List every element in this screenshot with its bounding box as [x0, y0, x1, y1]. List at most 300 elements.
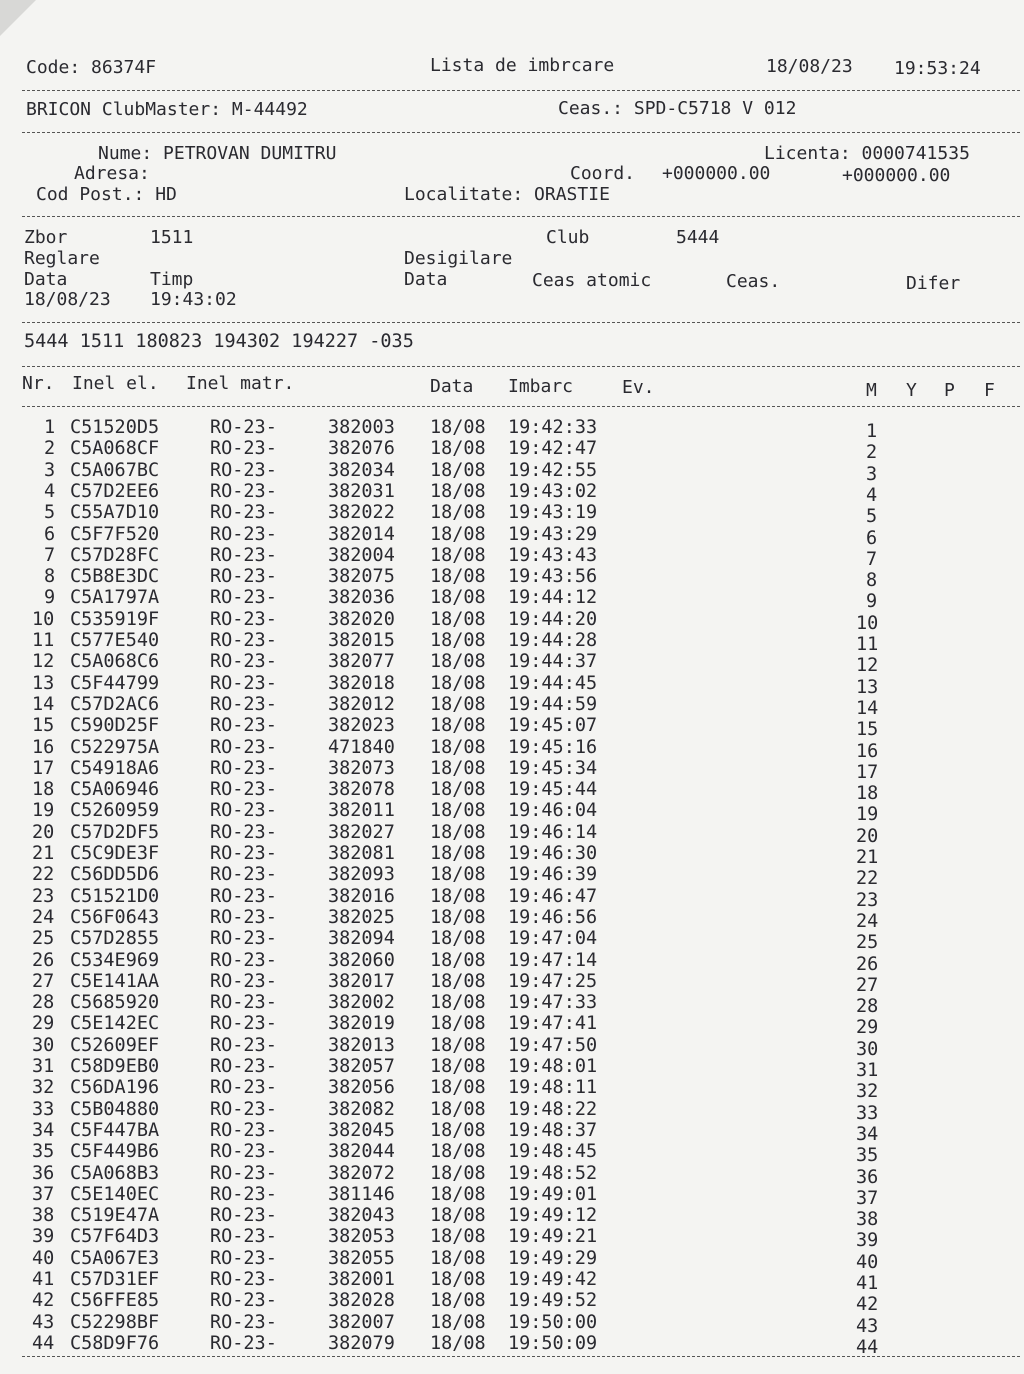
electronic-ring: C5A068CF	[70, 438, 160, 460]
basketing-date: 18/08	[430, 970, 486, 992]
ring-prefix: RO-23-	[210, 1269, 277, 1290]
basketing-date: 18/08	[430, 736, 486, 758]
row-number: 26	[32, 949, 55, 971]
row-number: 42	[32, 1290, 55, 1312]
row-number: 3	[44, 459, 56, 481]
ring-prefix: RO-23-	[210, 1034, 277, 1056]
row-number: 37	[32, 1183, 55, 1205]
col-header-p: P	[944, 380, 955, 401]
basketing-date: 18/08	[430, 502, 486, 524]
row-m-value: 14	[856, 697, 879, 719]
divider	[22, 132, 1020, 133]
ring-number: 382094	[328, 928, 395, 950]
basketing-date: 18/08	[430, 1269, 486, 1290]
basketing-time: 19:42:55	[508, 459, 598, 481]
ring-number: 382017	[328, 970, 395, 992]
row-m-value: 39	[856, 1230, 879, 1252]
basketing-date: 18/08	[430, 544, 486, 566]
coord-label: Coord.	[570, 163, 636, 184]
basketing-date: 18/08	[430, 864, 486, 886]
header-date: 18/08/23	[766, 56, 853, 77]
electronic-ring: C5A1797A	[70, 587, 160, 609]
ring-prefix: RO-23-	[210, 885, 277, 907]
ring-number: 382025	[328, 906, 395, 928]
ring-number: 382022	[328, 502, 395, 524]
ring-number: 382013	[328, 1034, 395, 1056]
electronic-ring: C57D28FC	[70, 544, 160, 566]
basketing-date: 18/08	[430, 672, 486, 694]
electronic-ring: C54918A6	[70, 757, 160, 779]
electronic-ring: C56DA196	[70, 1077, 160, 1099]
ring-prefix: RO-23-	[210, 736, 277, 758]
electronic-ring: C5C9DE3F	[70, 843, 160, 864]
electronic-ring: C5A067BC	[70, 459, 160, 481]
electronic-ring: C51520D5	[70, 417, 160, 438]
basketing-date: 18/08	[430, 885, 486, 907]
setting-date: 18/08/23	[24, 289, 111, 310]
ring-number: 382053	[328, 1226, 395, 1248]
basketing-time: 19:44:45	[508, 672, 598, 694]
ring-prefix: RO-23-	[210, 928, 277, 950]
setting-time: 19:43:02	[150, 289, 237, 310]
row-m-value: 10	[856, 612, 879, 634]
basketing-date: 18/08	[430, 949, 486, 971]
ring-prefix: RO-23-	[210, 1247, 277, 1269]
row-m-value: 4	[866, 484, 878, 506]
ring-prefix: RO-23-	[210, 1162, 277, 1184]
basketing-time: 19:47:33	[508, 992, 598, 1014]
col-header-ring-number: Inel matr.	[186, 373, 295, 394]
ring-number: 382079	[328, 1332, 395, 1354]
ring-prefix: RO-23-	[210, 544, 277, 566]
col-header-y: Y	[906, 380, 917, 401]
row-m-value: 38	[856, 1209, 879, 1231]
row-m-value: 27	[856, 974, 879, 996]
flight-value: 1511	[150, 227, 194, 248]
electronic-ring: C55A7D10	[70, 502, 160, 524]
time-label: Timp	[150, 269, 194, 290]
ring-prefix: RO-23-	[210, 1290, 277, 1312]
unseal-date-label: Data	[404, 269, 448, 290]
ring-number: 382012	[328, 693, 395, 715]
electronic-ring: C577E540	[70, 630, 160, 651]
ring-number: 382072	[328, 1162, 395, 1184]
ring-prefix: RO-23-	[210, 566, 277, 588]
ring-prefix: RO-23-	[210, 608, 277, 630]
ring-number: 382020	[328, 608, 395, 630]
ring-number: 382004	[328, 544, 395, 566]
row-m-value: 34	[856, 1123, 879, 1145]
club-value: 5444	[676, 227, 720, 248]
basketing-time: 19:46:39	[508, 864, 598, 886]
ring-prefix: RO-23-	[210, 693, 277, 715]
ring-number: 382034	[328, 459, 395, 481]
basketing-date: 18/08	[430, 1332, 486, 1354]
clock-text: Ceas.: SPD-C5718 V 012	[558, 98, 797, 119]
header-time: 19:53:24	[894, 58, 981, 79]
electronic-ring: C56F0643	[70, 906, 160, 928]
ring-number: 382036	[328, 587, 395, 609]
coord-y: +000000.00	[842, 165, 951, 186]
ring-prefix: RO-23-	[210, 459, 277, 481]
row-m-value: 3	[866, 463, 878, 485]
row-m-value: 15	[856, 719, 879, 741]
electronic-ring: C5F7F520	[70, 523, 160, 545]
basketing-time: 19:47:50	[508, 1034, 598, 1056]
basketing-time: 19:43:43	[508, 544, 598, 566]
divider	[22, 406, 1020, 407]
basketing-date: 18/08	[430, 630, 486, 651]
row-m-value: 44	[856, 1336, 879, 1358]
document-title: Lista de imbrcare	[430, 55, 615, 76]
ring-prefix: RO-23-	[210, 502, 277, 524]
row-m-value: 12	[856, 655, 879, 677]
basketing-time: 19:44:12	[508, 587, 598, 609]
ring-number: 382073	[328, 757, 395, 779]
row-number: 30	[32, 1034, 55, 1056]
ring-number: 382075	[328, 566, 395, 588]
col-header-f: F	[984, 380, 995, 401]
basketing-time: 19:48:52	[508, 1162, 598, 1184]
electronic-ring: C51521D0	[70, 885, 160, 907]
club-label: Club	[546, 227, 590, 248]
basketing-time: 19:50:09	[508, 1332, 598, 1354]
ring-prefix: RO-23-	[210, 1226, 277, 1248]
flight-label: Zbor	[24, 227, 68, 248]
clock-label: Ceas.	[726, 271, 781, 292]
row-number: 15	[32, 715, 55, 737]
row-m-value: 23	[856, 889, 879, 911]
row-m-value: 25	[856, 932, 879, 954]
row-number: 20	[32, 821, 55, 843]
row-m-value: 8	[866, 570, 878, 592]
basketing-time: 19:45:44	[508, 779, 598, 801]
electronic-ring: C534E969	[70, 949, 160, 971]
ring-prefix: RO-23-	[210, 949, 277, 971]
electronic-ring: C57D2AC6	[70, 693, 160, 715]
electronic-ring: C5260959	[70, 800, 160, 822]
basketing-time: 19:49:52	[508, 1290, 598, 1312]
ring-number: 382082	[328, 1098, 395, 1120]
basketing-time: 19:44:59	[508, 693, 598, 715]
ring-number: 382015	[328, 630, 395, 651]
basketing-time: 19:47:14	[508, 949, 598, 971]
row-m-value: 19	[856, 804, 879, 826]
electronic-ring: C5E141AA	[70, 970, 160, 992]
electronic-ring: C57F64D3	[70, 1226, 160, 1248]
electronic-ring: C5A068C6	[70, 651, 160, 673]
ring-prefix: RO-23-	[210, 757, 277, 779]
row-number: 32	[32, 1077, 55, 1099]
basketing-date: 18/08	[430, 843, 486, 864]
ring-prefix: RO-23-	[210, 1119, 277, 1141]
owner-name: Nume: PETROVAN DUMITRU	[98, 143, 337, 164]
ring-prefix: RO-23-	[210, 672, 277, 694]
row-number: 4	[44, 480, 56, 502]
electronic-ring: C5E142EC	[70, 1013, 160, 1035]
divider	[22, 366, 1020, 367]
row-number: 13	[32, 672, 55, 694]
ring-prefix: RO-23-	[210, 800, 277, 822]
address-label: Adresa:	[74, 163, 150, 184]
locality: Localitate: ORASTIE	[404, 184, 610, 205]
basketing-date: 18/08	[430, 906, 486, 928]
row-m-value: 30	[856, 1038, 879, 1060]
ring-prefix: RO-23-	[210, 587, 277, 609]
ring-prefix: RO-23-	[210, 970, 277, 992]
col-header-basketing: Imbarc	[508, 376, 574, 397]
ring-number: 382001	[328, 1269, 395, 1290]
basketing-time: 19:47:25	[508, 970, 598, 992]
row-number: 41	[32, 1269, 55, 1290]
electronic-ring: C5B04880	[70, 1098, 160, 1120]
row-number: 9	[44, 587, 56, 609]
basketing-date: 18/08	[430, 1098, 486, 1120]
row-m-value: 36	[856, 1166, 879, 1188]
basketing-date: 18/08	[430, 821, 486, 843]
row-number: 17	[32, 757, 55, 779]
basketing-date: 18/08	[430, 1205, 486, 1227]
row-m-value: 17	[856, 761, 879, 783]
electronic-ring: C57D2DF5	[70, 821, 160, 843]
ring-prefix: RO-23-	[210, 1183, 277, 1205]
basketing-date: 18/08	[430, 1247, 486, 1269]
basketing-date: 18/08	[430, 1056, 486, 1077]
basketing-date: 18/08	[430, 1226, 486, 1248]
row-m-value: 21	[856, 847, 879, 868]
row-number: 11	[32, 630, 55, 651]
ring-prefix: RO-23-	[210, 630, 277, 651]
basketing-time: 19:49:12	[508, 1205, 598, 1227]
ring-number: 382011	[328, 800, 395, 822]
row-m-value: 20	[856, 825, 879, 847]
row-number: 25	[32, 928, 55, 950]
row-m-value: 43	[856, 1315, 879, 1337]
row-m-value: 41	[856, 1273, 879, 1294]
basketing-time: 19:43:02	[508, 480, 598, 502]
setting-label: Reglare	[24, 248, 100, 269]
electronic-ring: C5F449B6	[70, 1141, 160, 1163]
electronic-ring: C58D9F76	[70, 1332, 160, 1354]
electronic-ring: C590D25F	[70, 715, 160, 737]
row-number: 8	[44, 566, 56, 588]
ring-prefix: RO-23-	[210, 1077, 277, 1099]
electronic-ring: C57D2EE6	[70, 480, 160, 502]
ring-prefix: RO-23-	[210, 480, 277, 502]
basketing-time: 19:49:21	[508, 1226, 598, 1248]
ring-prefix: RO-23-	[210, 523, 277, 545]
row-number: 12	[32, 651, 55, 673]
basketing-time: 19:42:47	[508, 438, 598, 460]
electronic-ring: C519E47A	[70, 1205, 160, 1227]
basketing-date: 18/08	[430, 651, 486, 673]
row-number: 34	[32, 1119, 55, 1141]
row-number: 2	[44, 438, 56, 460]
row-number: 5	[44, 502, 56, 524]
electronic-ring: C5F44799	[70, 672, 160, 694]
electronic-ring: C535919F	[70, 608, 160, 630]
ring-prefix: RO-23-	[210, 1311, 277, 1333]
basketing-date: 18/08	[430, 779, 486, 801]
ring-number: 382060	[328, 949, 395, 971]
basketing-time: 19:46:14	[508, 821, 598, 843]
row-m-value: 22	[856, 868, 879, 890]
row-m-value: 2	[866, 442, 878, 464]
ring-number: 471840	[328, 736, 395, 758]
divider	[22, 1356, 1020, 1357]
row-number: 35	[32, 1141, 55, 1163]
basketing-time: 19:48:01	[508, 1056, 598, 1077]
ring-prefix: RO-23-	[210, 1332, 277, 1354]
basketing-time: 19:46:04	[508, 800, 598, 822]
row-number: 39	[32, 1226, 55, 1248]
date-label: Data	[24, 269, 68, 290]
electronic-ring: C5A06946	[70, 779, 160, 801]
col-header-date: Data	[430, 376, 474, 397]
row-m-value: 24	[856, 910, 879, 932]
row-number: 16	[32, 736, 55, 758]
row-m-value: 35	[856, 1145, 879, 1167]
clubmaster-text: BRICON ClubMaster: M-44492	[26, 99, 308, 120]
basketing-time: 19:43:29	[508, 523, 598, 545]
row-m-value: 33	[856, 1102, 879, 1124]
basketing-date: 18/08	[430, 992, 486, 1014]
row-number: 40	[32, 1247, 55, 1269]
ring-prefix: RO-23-	[210, 906, 277, 928]
basketing-date: 18/08	[430, 417, 486, 438]
electronic-ring: C5685920	[70, 992, 160, 1014]
electronic-ring: C57D2855	[70, 928, 160, 950]
basketing-time: 19:45:34	[508, 757, 598, 779]
basketing-time: 19:44:28	[508, 630, 598, 651]
row-number: 31	[32, 1056, 55, 1077]
ring-number: 382027	[328, 821, 395, 843]
ring-number: 382077	[328, 651, 395, 673]
row-number: 6	[44, 523, 56, 545]
code-text: Code: 86374F	[26, 57, 157, 78]
ring-number: 382057	[328, 1056, 395, 1077]
basketing-time: 19:45:07	[508, 715, 598, 737]
ring-number: 382055	[328, 1247, 395, 1269]
basketing-time: 19:48:22	[508, 1098, 598, 1120]
ring-number: 382003	[328, 417, 395, 438]
row-number: 38	[32, 1205, 55, 1227]
difference-label: Difer	[906, 273, 961, 294]
ring-prefix: RO-23-	[210, 715, 277, 737]
basketing-time: 19:48:45	[508, 1141, 598, 1163]
row-number: 23	[32, 885, 55, 907]
ring-prefix: RO-23-	[210, 864, 277, 886]
row-m-value: 26	[856, 953, 879, 975]
basketing-date: 18/08	[430, 715, 486, 737]
ring-number: 382078	[328, 779, 395, 801]
row-number: 43	[32, 1311, 55, 1333]
row-m-value: 29	[856, 1017, 879, 1039]
row-number: 29	[32, 1013, 55, 1035]
folded-corner	[0, 0, 36, 36]
basketing-date: 18/08	[430, 1290, 486, 1312]
row-m-value: 5	[866, 506, 878, 528]
row-number: 27	[32, 970, 55, 992]
postal-code: Cod Post.: HD	[36, 184, 177, 205]
summary-code-line: 5444 1511 180823 194302 194227 -035	[24, 331, 414, 352]
row-m-value: 6	[866, 527, 878, 549]
divider	[22, 90, 1020, 91]
ring-prefix: RO-23-	[210, 651, 277, 673]
ring-prefix: RO-23-	[210, 1205, 277, 1227]
basketing-time: 19:46:30	[508, 843, 598, 864]
divider	[22, 216, 1020, 217]
basketing-date: 18/08	[430, 480, 486, 502]
basketing-date: 18/08	[430, 438, 486, 460]
ring-number: 382076	[328, 438, 395, 460]
col-header-event: Ev.	[622, 377, 655, 398]
ring-prefix: RO-23-	[210, 1098, 277, 1120]
electronic-ring: C5B8E3DC	[70, 566, 160, 588]
row-m-value: 32	[856, 1081, 879, 1103]
basketing-date: 18/08	[430, 608, 486, 630]
ring-number: 382093	[328, 864, 395, 886]
ring-number: 382014	[328, 523, 395, 545]
basketing-time: 19:49:29	[508, 1247, 598, 1269]
basketing-date: 18/08	[430, 757, 486, 779]
electronic-ring: C5A067E3	[70, 1247, 160, 1269]
col-header-electronic-ring: Inel el.	[72, 373, 159, 394]
ring-prefix: RO-23-	[210, 821, 277, 843]
basketing-time: 19:49:01	[508, 1183, 598, 1205]
basketing-time: 19:49:42	[508, 1269, 598, 1290]
row-number: 36	[32, 1162, 55, 1184]
basketing-date: 18/08	[430, 459, 486, 481]
row-number: 7	[44, 544, 56, 566]
ring-number: 382016	[328, 885, 395, 907]
basketing-time: 19:48:11	[508, 1077, 598, 1099]
electronic-ring: C5F447BA	[70, 1119, 160, 1141]
basketing-date: 18/08	[430, 1141, 486, 1163]
row-m-value: 31	[856, 1060, 879, 1081]
ring-prefix: RO-23-	[210, 1013, 277, 1035]
basketing-date: 18/08	[430, 587, 486, 609]
basketing-time: 19:47:41	[508, 1013, 598, 1035]
unsealing-label: Desigilare	[404, 248, 513, 269]
ring-number: 381146	[328, 1183, 395, 1205]
basketing-time: 19:44:37	[508, 651, 598, 673]
ring-number: 382056	[328, 1077, 395, 1099]
ring-number: 382019	[328, 1013, 395, 1035]
basketing-date: 18/08	[430, 566, 486, 588]
ring-number: 382007	[328, 1311, 395, 1333]
row-m-value: 40	[856, 1251, 879, 1273]
basketing-time: 19:46:56	[508, 906, 598, 928]
electronic-ring: C57D31EF	[70, 1269, 160, 1290]
basketing-date: 18/08	[430, 1034, 486, 1056]
ring-number: 382044	[328, 1141, 395, 1163]
basketing-time: 19:46:47	[508, 885, 598, 907]
basketing-date: 18/08	[430, 800, 486, 822]
basketing-date: 18/08	[430, 1183, 486, 1205]
electronic-ring: C522975A	[70, 736, 160, 758]
basketing-time: 19:43:19	[508, 502, 598, 524]
row-number: 1	[44, 417, 56, 438]
row-number: 22	[32, 864, 55, 886]
row-number: 14	[32, 693, 55, 715]
basketing-date: 18/08	[430, 1311, 486, 1333]
basketing-date: 18/08	[430, 1077, 486, 1099]
basketing-time: 19:47:04	[508, 928, 598, 950]
row-m-value: 16	[856, 740, 879, 762]
basketing-time: 19:48:37	[508, 1119, 598, 1141]
row-m-value: 9	[866, 591, 878, 613]
